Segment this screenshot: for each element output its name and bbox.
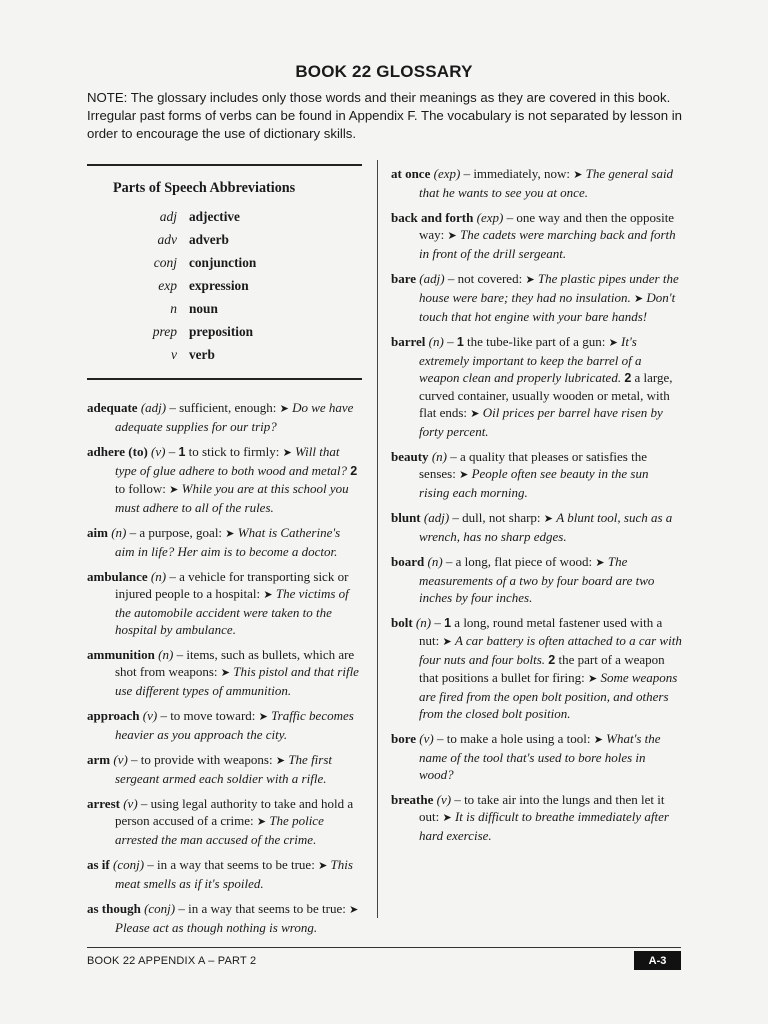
arrow-icon: ➤ (543, 513, 553, 525)
arrow-icon: ➤ (258, 711, 268, 723)
parts-of-speech-box (87, 166, 362, 378)
right-column (391, 165, 682, 852)
entry-example: The measurements of a two by four board are two inches by four inches. (419, 554, 655, 605)
pos-abbreviation: adj (159, 209, 177, 224)
entry-word: bore (391, 731, 417, 746)
entry-definition: in a way that seems to be true: (188, 901, 346, 916)
pos-row (87, 274, 362, 297)
glossary-note: NOTE: The glossary includes only those words and their meanings as they are covered in this book. Irregular past forms of verbs can be found in Appendix F. The vocabulary is not separated by lesson in order to encourage the use of dictionary skills. (87, 90, 682, 141)
glossary-entry: arrest (v) – using legal authority to take and hold a person accused of a crime: ➤ The police arrested the man accused of the crime. (87, 796, 354, 847)
entry-example: It's extremely important to keep the barrel of a weapon clean and properly lubricated. (419, 334, 642, 385)
entry-definition: not covered: (457, 271, 523, 286)
entry-word: arm (87, 752, 111, 767)
page-number-badge: A-3 (634, 951, 681, 970)
pos-row (87, 228, 362, 251)
glossary-entry: beauty (n) – a quality that pleases or satisfies the senses: ➤ People often see beauty in the sun rising each morning. (391, 449, 649, 500)
arrow-icon: ➤ (263, 589, 273, 601)
pos-full-name: verb (189, 347, 215, 362)
pos-abbreviation: prep (152, 324, 177, 339)
sense-number: 1 (456, 335, 464, 349)
arrow-icon: ➤ (633, 293, 644, 305)
entry-part-of-speech: (v) (123, 796, 138, 811)
entry-example: The general said that he wants to see you at once. (419, 166, 674, 200)
entry-definition: a long, round metal fastener used with a nut: (419, 615, 663, 648)
entry-definition: to provide with weapons: (140, 752, 273, 767)
entry-word: barrel (391, 334, 426, 349)
entry-definition: immediately, now: (473, 166, 570, 181)
entry-example: Please act as though nothing is wrong. (115, 920, 318, 935)
entry-word: at once (391, 166, 431, 181)
entry-part-of-speech: (adj) (419, 271, 445, 286)
arrow-icon: ➤ (220, 667, 231, 679)
arrow-icon: ➤ (318, 860, 328, 872)
entry-definition: using legal authority to take and hold a person accused of a crime: (115, 796, 354, 828)
arrow-icon: ➤ (349, 904, 359, 916)
entry-part-of-speech: (adj) (140, 400, 167, 415)
pos-row (87, 251, 362, 274)
abbreviations-bottom-rule (87, 378, 362, 380)
entry-part-of-speech: (n) (111, 525, 127, 540)
arrow-icon: ➤ (470, 408, 480, 420)
entry-example: Traffic becomes heavier as you approach the city. (115, 708, 354, 742)
entry-definition: a vehicle for transporting sick or injured people to a hospital: (115, 569, 349, 601)
entry-example: Oil prices per barrel have risen by forty percent. (419, 405, 663, 439)
arrow-icon: ➤ (595, 557, 605, 569)
parts-of-speech-list (87, 205, 362, 366)
entry-definition: to follow: (115, 481, 166, 496)
entry-part-of-speech: (v) (151, 444, 166, 459)
entry-word: breathe (391, 792, 434, 807)
entry-word: bolt (391, 615, 413, 630)
entry-word: board (391, 554, 425, 569)
arrow-icon: ➤ (169, 484, 179, 496)
entry-part-of-speech: (n) (428, 334, 444, 349)
glossary-entry: at once (exp) – immediately, now: ➤ The general said that he wants to see you at once. (391, 166, 674, 200)
entries-left (87, 399, 362, 936)
glossary-entry: ambulance (n) – a vehicle for transporting sick or injured people to a hospital: ➤ The victims of the automobile accident were taken to the hospital by ambulance. (87, 569, 349, 637)
entry-example: People often see beauty in the sun rising each morning. (419, 466, 649, 500)
arrow-icon: ➤ (279, 403, 289, 415)
sense-number: 1 (178, 445, 186, 459)
footer-label: BOOK 22 APPENDIX A – PART 2 (87, 955, 257, 967)
arrow-icon: ➤ (587, 673, 598, 685)
arrow-icon: ➤ (525, 274, 535, 286)
entry-definition: to take air into the lungs and then let it out: (419, 792, 665, 824)
pos-abbreviation: conj (153, 255, 177, 270)
entry-definition: dull, not sharp: (462, 510, 541, 525)
sense-number: 2 (548, 653, 556, 667)
entry-example: This pistol and that rifle use different types of ammunition. (115, 664, 359, 698)
entry-example: What is Catherine's aim in life? Her aim is to become a doctor. (115, 525, 341, 559)
entry-part-of-speech: (exp) (433, 166, 461, 181)
entry-example: The cadets were marching back and forth in front of the drill sergeant. (419, 227, 676, 261)
entry-definition: a quality that pleases or satisfies the senses: (419, 449, 647, 481)
entry-example: While you are at this school you must adhere to all of the rules. (115, 481, 349, 515)
pos-full-name: conjunction (189, 255, 257, 270)
entry-word: ammunition (87, 647, 155, 662)
entry-example: Don't touch that hot engine with your bare hands! (419, 290, 676, 324)
entry-example: The first sergeant armed each soldier with a rifle. (115, 752, 333, 786)
glossary-entry: barrel (n) – 1 the tube-like part of a gun: ➤ It's extremely important to keep the barrel of a weapon clean and properly lubricated. 2 a large, curved container, usually wooden or metal, with flat ends: ➤ Oil prices per barrel have risen by forty percent. (391, 334, 673, 439)
entry-word: adhere (to) (87, 444, 148, 459)
entry-definition: the tube-like part of a gun: (467, 334, 606, 349)
entry-part-of-speech: (exp) (476, 210, 504, 225)
pos-full-name: noun (189, 301, 218, 316)
entry-definition: a long, flat piece of wood: (455, 554, 593, 569)
glossary-entry: adhere (to) (v) – 1 to stick to firmly: ➤ Will that type of glue adhere to both wood and metal? 2 to follow: ➤ While you are at this school you must adhere to all of the rules. (87, 444, 358, 515)
entry-part-of-speech: (n) (158, 647, 174, 662)
entry-definition: the part of a weapon that positions a bullet for firing: (419, 652, 665, 685)
entry-definition: to move toward: (170, 708, 256, 723)
pos-abbreviation: n (170, 301, 177, 316)
entry-definition: a purpose, goal: (139, 525, 223, 540)
entry-part-of-speech: (v) (113, 752, 128, 767)
pos-full-name: expression (189, 278, 249, 293)
glossary-entry: aim (n) – a purpose, goal: ➤ What is Catherine's aim in life? Her aim is to become a doctor. (87, 525, 341, 559)
entry-example: The plastic pipes under the house were bare; they had no insulation. (419, 271, 679, 305)
entry-word: back and forth (391, 210, 474, 225)
pos-row (87, 297, 362, 320)
entry-part-of-speech: (adj) (423, 510, 450, 525)
entry-word: blunt (391, 510, 421, 525)
entry-definition: items, such as bullets, which are shot from weapons: (115, 647, 355, 679)
pos-abbreviation: exp (158, 278, 177, 293)
glossary-entry: approach (v) – to move toward: ➤ Traffic becomes heavier as you approach the city. (87, 708, 354, 742)
entry-definition: sufficient, enough: (179, 400, 277, 415)
entry-example: The police arrested the man accused of the crime. (115, 813, 324, 847)
entry-part-of-speech: (v) (419, 731, 434, 746)
entries-right (391, 165, 682, 844)
glossary-entry: bore (v) – to make a hole using a tool: ➤ What's the name of the tool that's used to bore holes in wood? (391, 731, 661, 782)
column-divider (377, 160, 378, 918)
entry-definition: to make a hole using a tool: (446, 731, 591, 746)
entry-part-of-speech: (conj) (144, 901, 176, 916)
glossary-entry: as if (conj) – in a way that seems to be true: ➤ This meat smells as if it's spoiled. (87, 857, 353, 891)
entry-part-of-speech: (conj) (113, 857, 145, 872)
entry-word: approach (87, 708, 140, 723)
entry-word: arrest (87, 796, 120, 811)
entry-word: as if (87, 857, 110, 872)
entry-example: Will that type of glue adhere to both wood and metal? (115, 444, 348, 478)
pos-full-name: adverb (189, 232, 229, 247)
page-title: BOOK 22 GLOSSARY (295, 62, 473, 81)
sense-number: 2 (350, 464, 358, 478)
entry-example: It is difficult to breathe immediately after hard exercise. (419, 809, 669, 843)
arrow-icon: ➤ (256, 816, 267, 828)
entry-part-of-speech: (v) (436, 792, 452, 807)
pos-abbreviation: v (171, 347, 177, 362)
arrow-icon: ➤ (442, 812, 452, 824)
glossary-entry: back and forth (exp) – one way and then the opposite way: ➤ The cadets were marching back and forth in front of the drill sergeant. (391, 210, 676, 261)
footer-rule (87, 947, 681, 948)
glossary-entry: arm (v) – to provide with weapons: ➤ The first sergeant armed each soldier with a rifle. (87, 752, 333, 786)
left-column (87, 164, 362, 944)
arrow-icon: ➤ (447, 230, 457, 242)
pos-full-name: preposition (189, 324, 254, 339)
arrow-icon: ➤ (225, 528, 235, 540)
entry-definition: one way and then the opposite way: (419, 210, 675, 242)
arrow-icon: ➤ (275, 755, 286, 767)
entry-example: Do we have adequate supplies for our trip? (115, 400, 354, 434)
arrow-icon: ➤ (282, 447, 292, 459)
entry-word: bare (391, 271, 417, 286)
entry-word: aim (87, 525, 108, 540)
glossary-entry: breathe (v) – to take air into the lungs and then let it out: ➤ It is difficult to breathe immediately after hard exercise. (391, 792, 669, 843)
arrow-icon: ➤ (442, 636, 452, 648)
entry-example: What's the name of the tool that's used to bore holes in wood? (419, 731, 661, 782)
entry-word: as though (87, 901, 141, 916)
entry-part-of-speech: (n) (431, 449, 447, 464)
entry-part-of-speech: (n) (415, 615, 432, 630)
entry-word: adequate (87, 400, 138, 415)
glossary-entry: bolt (n) – 1 a long, round metal fastener used with a nut: ➤ A car battery is often attached to a car with four nuts and four bolts. 2 the part of a weapon that positions a bullet for firing: ➤ Some weapons are fired from the open bolt position, and others from the closed bolt position. (391, 615, 682, 721)
pos-row (87, 343, 362, 366)
entry-definition: to stick to firmly: (188, 444, 280, 459)
glossary-entry: blunt (adj) – dull, not sharp: ➤ A blunt tool, such as a wrench, has no sharp edges. (391, 510, 673, 544)
arrow-icon: ➤ (459, 469, 469, 481)
glossary-entry: as though (conj) – in a way that seems to be true: ➤ Please act as though nothing is wrong. (87, 901, 359, 935)
glossary-entry: ammunition (n) – items, such as bullets, which are shot from weapons: ➤ This pistol and that rifle use different types of ammunition. (87, 647, 359, 698)
sense-number: 1 (444, 616, 452, 630)
sense-number: 2 (624, 371, 632, 385)
pos-row (87, 320, 362, 343)
glossary-entry: adequate (adj) – sufficient, enough: ➤ Do we have adequate supplies for our trip? (87, 400, 354, 434)
entry-part-of-speech: (v) (142, 708, 158, 723)
entry-example: A car battery is often attached to a car with four nuts and four bolts. (419, 633, 682, 667)
glossary-entry: bare (adj) – not covered: ➤ The plastic pipes under the house were bare; they had no insulation. ➤ Don't touch that hot engine with your bare hands! (391, 271, 679, 324)
entry-word: beauty (391, 449, 429, 464)
parts-of-speech-title: Parts of Speech Abbreviations (113, 180, 296, 196)
entry-word: ambulance (87, 569, 148, 584)
entry-part-of-speech: (n) (150, 569, 167, 584)
arrow-icon: ➤ (608, 337, 618, 349)
entry-definition: in a way that seems to be true: (157, 857, 315, 872)
entry-example: This meat smells as if it's spoiled. (115, 857, 353, 891)
pos-row (87, 205, 362, 228)
arrow-icon: ➤ (593, 734, 603, 746)
entry-example: A blunt tool, such as a wrench, has no sharp edges. (419, 510, 673, 544)
entry-example: The victims of the automobile accident were taken to the hospital by ambulance. (115, 586, 349, 637)
entry-part-of-speech: (n) (427, 554, 443, 569)
pos-full-name: adjective (189, 209, 240, 224)
glossary-entry: board (n) – a long, flat piece of wood: ➤ The measurements of a two by four board are two inches by four inches. (391, 554, 655, 605)
pos-abbreviation: adv (157, 232, 177, 247)
entry-example: Some weapons are fired from the open bolt position, and others from the closed bolt position. (419, 670, 678, 721)
entry-definition: a large, curved container, usually wooden or metal, with flat ends: (419, 370, 673, 420)
arrow-icon: ➤ (573, 169, 583, 181)
